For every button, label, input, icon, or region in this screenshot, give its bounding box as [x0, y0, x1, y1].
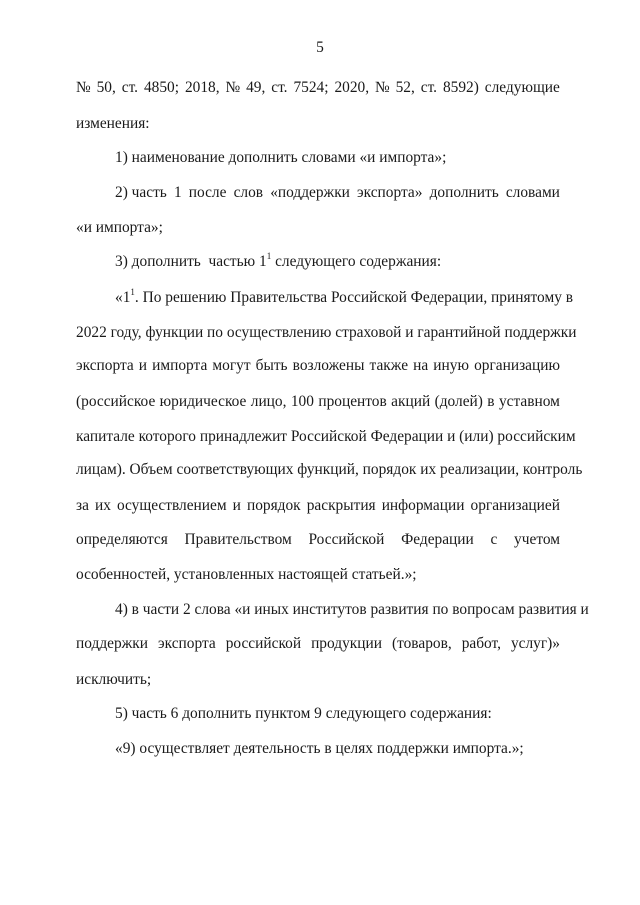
word: лицо,	[250, 393, 287, 410]
text-line-9	[76, 356, 560, 376]
word: российской	[225, 635, 302, 652]
word: слов	[233, 184, 264, 201]
word: импорта	[152, 357, 208, 374]
superscript: 1	[130, 286, 135, 297]
word: быть	[255, 357, 288, 374]
word: дополнить	[429, 184, 499, 201]
text-line-13	[76, 496, 560, 516]
word: 50,	[96, 79, 116, 96]
page-number: 5	[316, 39, 324, 56]
text-line-4	[115, 183, 560, 203]
word: 2018,	[184, 79, 220, 96]
word: возложены	[292, 357, 365, 374]
text-line-11: капитале которого принадлежит Российской Федерации и (или) российским	[76, 428, 576, 445]
word: на	[413, 357, 429, 374]
word: юридическое	[159, 393, 247, 410]
text-line-19: 5) часть 6 дополнить пунктом 9 следующего содержания:	[115, 705, 492, 722]
word: 7524;	[293, 79, 329, 96]
text-line-3: 1) наименование дополнить словами «и импорта»;	[115, 149, 447, 166]
word: №	[76, 79, 91, 96]
word: работ,	[461, 635, 501, 652]
word: учетом	[514, 531, 560, 548]
word: поддержки	[76, 635, 149, 652]
word: (долей)	[434, 393, 483, 410]
text-line-10	[76, 392, 560, 412]
text-line-20: «9) осуществляет деятельность в целях поддержки импорта.»;	[115, 740, 524, 757]
word: и	[138, 357, 148, 374]
word: за	[76, 497, 89, 514]
word: иную	[433, 357, 469, 374]
word: Российской	[308, 531, 385, 548]
text-part: 3) дополнить частью 1	[115, 253, 267, 270]
text-line-5: «и импорта»;	[76, 219, 163, 236]
word: организацию	[474, 357, 560, 374]
word: 4850;	[143, 79, 180, 96]
text-line-2: изменения:	[76, 115, 150, 132]
word: Правительством	[184, 531, 292, 548]
word: осуществлением	[116, 497, 227, 514]
text-line-18: исключить;	[76, 671, 152, 688]
text-part: следующего содержания:	[271, 253, 442, 270]
word: экспорта	[76, 357, 134, 374]
word: №	[375, 79, 390, 96]
word: информации	[381, 497, 465, 514]
text-part: . По решению Правительства Российской Федерации, принятому в	[134, 289, 574, 306]
word: 49,	[246, 79, 266, 96]
text-line-8: 2022 году, функции по осуществлению страховой и гарантийной поддержки	[76, 324, 577, 341]
word: организацией	[470, 497, 560, 514]
word: раскрытия	[306, 497, 376, 514]
word: порядок	[246, 497, 301, 514]
word: 52,	[395, 79, 415, 96]
word: уставном	[498, 393, 560, 410]
word: экспорта	[158, 635, 216, 652]
word: ст.	[420, 79, 438, 96]
text-part: «1	[115, 289, 131, 306]
word: акций	[391, 393, 431, 410]
word: 2) часть	[115, 184, 167, 201]
word: 100	[290, 393, 314, 410]
superscript: 1	[266, 250, 272, 261]
word: Федерации	[401, 531, 474, 548]
word: (российское	[76, 393, 156, 410]
word: словами	[505, 184, 560, 201]
text-line-7	[115, 286, 574, 308]
word: следующие	[484, 79, 560, 96]
word: «поддержки	[270, 184, 350, 201]
word: продукции	[311, 635, 382, 652]
text-line-6	[115, 252, 560, 272]
text-line-12: лицам). Объем соответствующих функций, порядок их реализации, контроль	[76, 461, 583, 478]
word: также	[369, 357, 409, 374]
word: 1	[173, 184, 182, 201]
text-line-1	[76, 78, 560, 98]
word: услуг)»	[510, 635, 560, 652]
word: с	[490, 531, 498, 548]
word: определяются	[76, 531, 168, 548]
word: 2020,	[334, 79, 370, 96]
word: и	[232, 497, 241, 514]
word: процентов	[318, 393, 387, 410]
word: их	[94, 497, 111, 514]
text-line-16: 4) в части 2 слова «и иных институтов развития по вопросам развития и	[115, 601, 589, 618]
word: после	[188, 184, 227, 201]
text-line-15: особенностей, установленных настоящей статьей.»;	[76, 566, 417, 583]
word: 8592)	[442, 79, 479, 96]
word: (товаров,	[391, 635, 452, 652]
word: ст.	[271, 79, 288, 96]
word: в	[487, 393, 495, 410]
text-line-14	[76, 530, 560, 550]
text-line-17	[76, 634, 560, 654]
word: №	[225, 79, 241, 96]
word: могут	[212, 357, 251, 374]
word: ст.	[121, 79, 139, 96]
word: экспорта»	[357, 184, 423, 201]
